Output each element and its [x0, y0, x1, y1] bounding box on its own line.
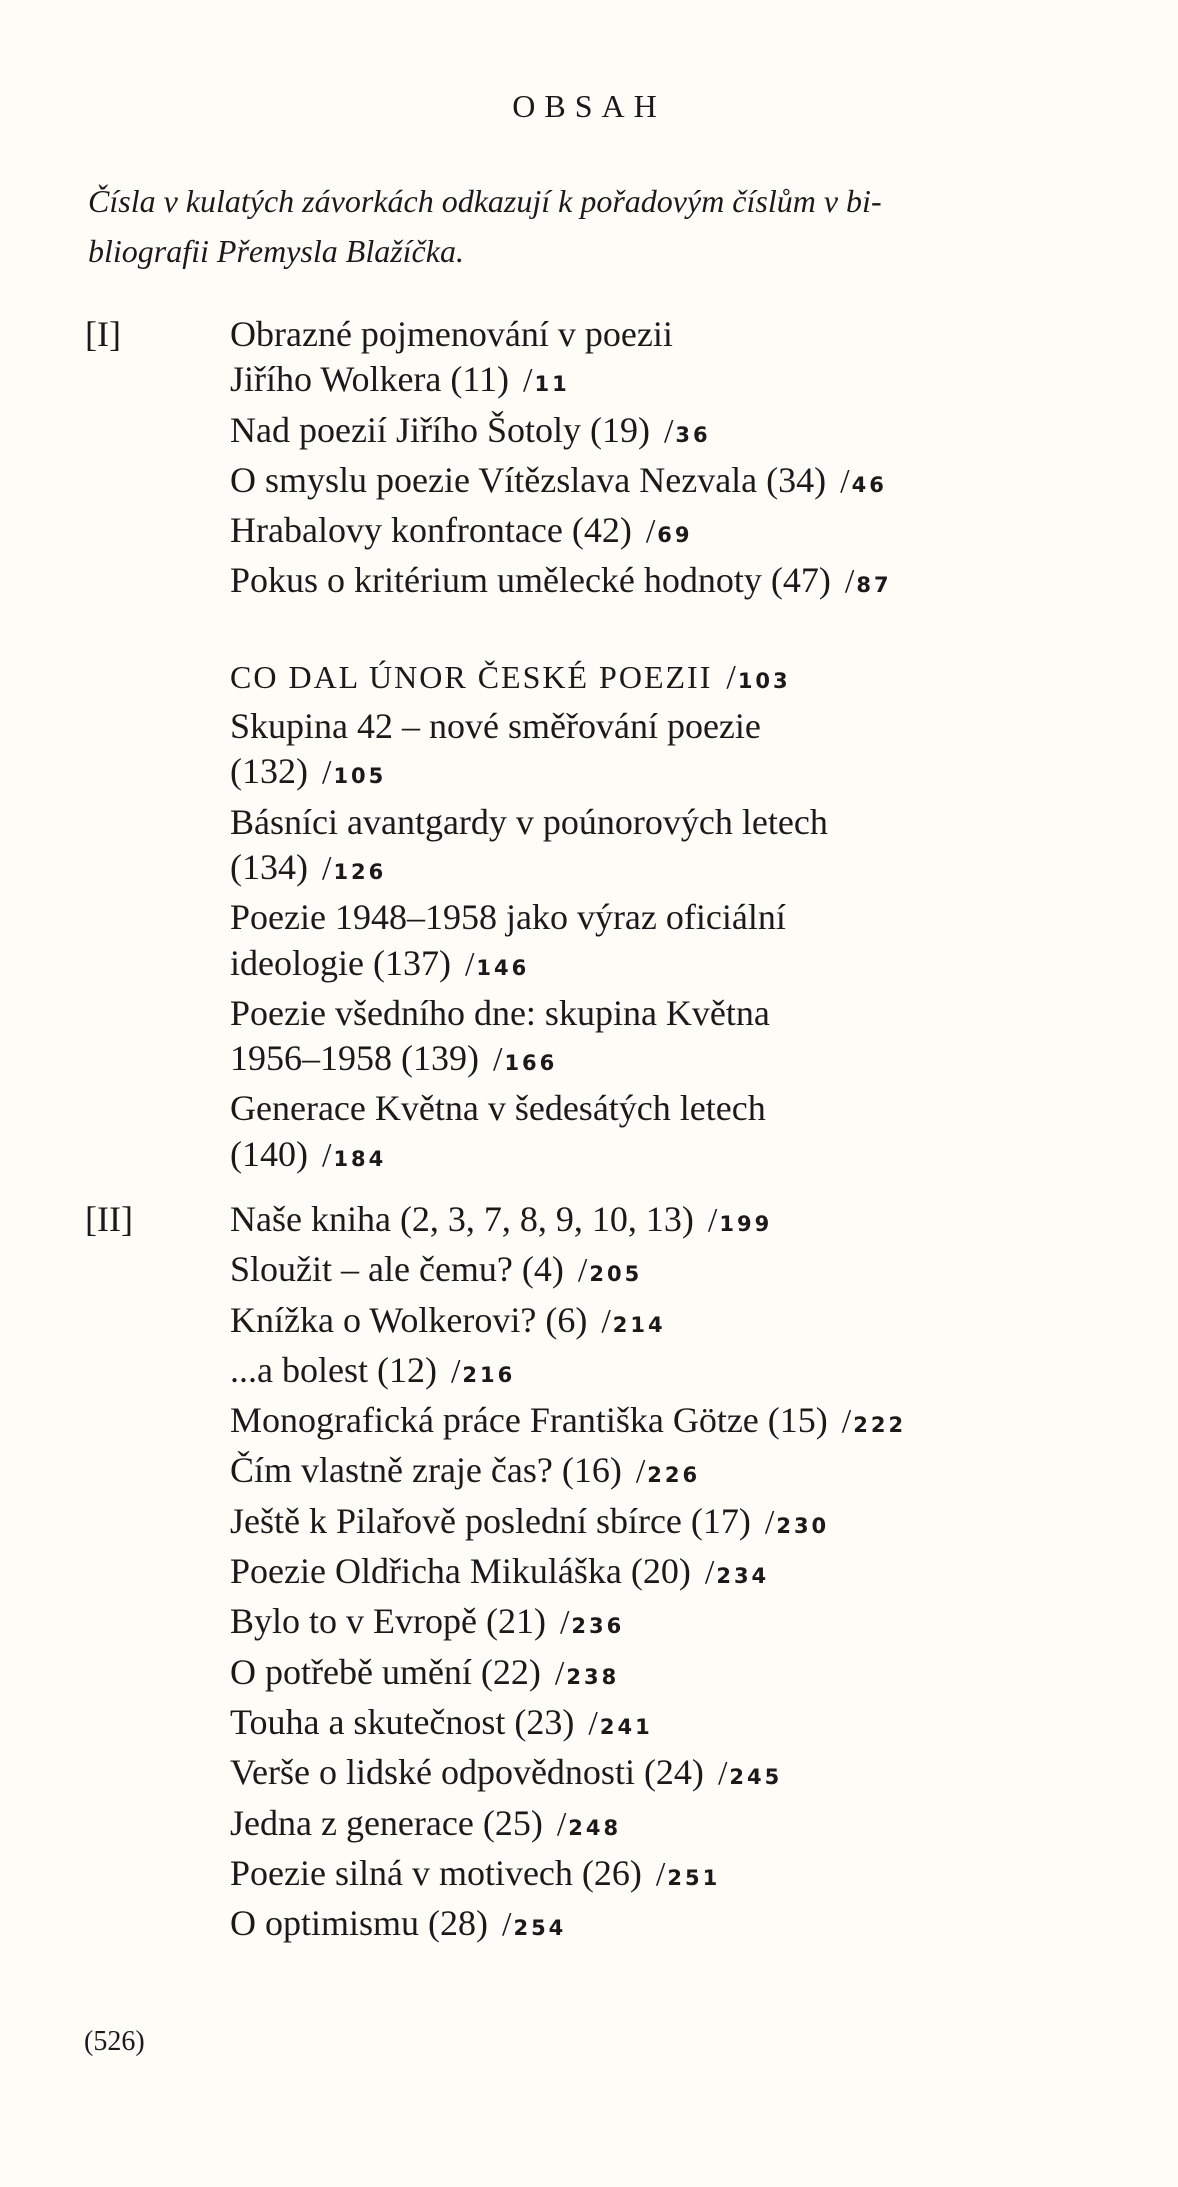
toc-entry[interactable] — [230, 1398, 1170, 1448]
toc-entry-line — [230, 941, 1170, 991]
toc-entry[interactable] — [230, 1700, 1170, 1750]
toc-entry-line — [230, 312, 1170, 357]
toc-entry-title: Poezie Oldřicha Mikuláška (20) — [230, 1551, 691, 1592]
toc-entry-line — [230, 408, 1170, 458]
toc-entry-title: Pokus o kritérium umělecké hodnoty (47) — [230, 560, 831, 601]
toc-entry-line — [230, 749, 1170, 799]
toc-page-number: / 236 — [560, 1614, 624, 1638]
toc-entry[interactable] — [230, 1750, 1170, 1800]
page-number: (526) — [84, 2026, 145, 2057]
toc-entry-line — [230, 1549, 1170, 1599]
toc-entry-line — [230, 1348, 1170, 1398]
toc-entry[interactable] — [230, 991, 1170, 1087]
section-entries — [230, 312, 1170, 1182]
toc-entry-title: Monografická práce Františka Götze (15) — [230, 1400, 828, 1441]
toc-entry-title: 1956–1958 (139) — [230, 1038, 479, 1079]
toc-entry-title: Touha a skutečnost (23) — [230, 1701, 575, 1742]
toc-entry-line — [230, 1197, 1170, 1247]
toc-entry[interactable] — [230, 1247, 1170, 1297]
toc-page-number: / 234 — [705, 1564, 769, 1588]
toc-entry[interactable] — [230, 1086, 1170, 1182]
toc-entry-line — [230, 1650, 1170, 1700]
toc-page-number: / 230 — [765, 1514, 829, 1538]
toc-entry-line — [230, 508, 1170, 558]
page-title: OBSAH — [512, 88, 666, 124]
toc-page-number: / 214 — [601, 1313, 665, 1337]
toc-entry-line — [230, 558, 1170, 608]
toc-entry-line — [230, 357, 1170, 407]
toc-entry-line — [230, 1901, 1170, 1951]
toc-entry-title: Bylo to v Evropě (21) — [230, 1601, 546, 1642]
toc-entry-title: Hrabalovy konfrontace (42) — [230, 510, 632, 551]
toc-page-number: / 241 — [588, 1715, 652, 1739]
toc-entry-line — [230, 704, 1170, 749]
toc-entry-title: Obrazné pojmenování v poezii — [230, 314, 673, 354]
toc-page-number: / 254 — [502, 1916, 566, 1940]
toc-page-number: / 166 — [493, 1051, 557, 1075]
toc-entry-title: Ještě k Pilařově poslední sbírce (17) — [230, 1500, 751, 1541]
toc-entry-line — [230, 1700, 1170, 1750]
toc-entry-title: Poezie silná v motivech (26) — [230, 1852, 642, 1893]
toc-entry-title: O optimismu (28) — [230, 1903, 488, 1944]
toc-entry[interactable] — [230, 704, 1170, 800]
toc-entry[interactable] — [230, 458, 1170, 508]
intro-note — [88, 176, 1088, 276]
toc-entry-line — [230, 458, 1170, 508]
toc-entry-line — [230, 654, 1170, 704]
toc-page-number: / 226 — [636, 1463, 700, 1487]
toc-entry-title: (134) — [230, 846, 308, 887]
toc-entry[interactable] — [230, 1549, 1170, 1599]
toc-entry[interactable] — [230, 558, 1170, 608]
toc-entry-line — [230, 1398, 1170, 1448]
toc-entry[interactable] — [230, 1298, 1170, 1348]
toc-page-number: / 216 — [451, 1363, 515, 1387]
toc-entry-title: Jiřího Wolkera (11) — [230, 359, 510, 400]
toc-entry[interactable] — [230, 1901, 1170, 1951]
toc-entry-title: ...a bolest (12) — [230, 1349, 437, 1390]
toc-entry-line — [230, 1247, 1170, 1297]
toc-entry[interactable] — [230, 1650, 1170, 1700]
section-label: [I] — [85, 314, 121, 354]
toc-entry-title: Verše o lidské odpovědnosti (24) — [230, 1752, 704, 1793]
intro-note-line: bliografii Přemysla Blažíčka. — [88, 233, 464, 269]
toc-page-number: / 146 — [465, 956, 529, 980]
toc-entry-title: ideologie (137) — [230, 942, 451, 983]
toc-entry[interactable] — [230, 1197, 1170, 1247]
toc-entry-line — [230, 1448, 1170, 1498]
toc-page-number: / 251 — [656, 1866, 720, 1890]
toc-entry[interactable] — [230, 1348, 1170, 1398]
toc-entry-title: O potřebě umění (22) — [230, 1651, 541, 1692]
toc-page-number: / 248 — [557, 1816, 621, 1840]
toc-entry[interactable] — [230, 1599, 1170, 1649]
toc-entry-line — [230, 1851, 1170, 1901]
toc-entry[interactable] — [230, 1851, 1170, 1901]
group-spacer — [230, 609, 1170, 654]
toc-entry-title: Knížka o Wolkerovi? (6) — [230, 1299, 588, 1340]
toc-entry-title: Skupina 42 – nové směřování poezie — [230, 706, 761, 747]
section-entries — [230, 1197, 1170, 1951]
section-label: [II] — [85, 1199, 133, 1239]
toc-entry-line — [230, 1298, 1170, 1348]
toc-entry-line — [230, 1086, 1170, 1131]
toc-entry-line — [230, 1499, 1170, 1549]
toc-entry-title: Nad poezií Jiřího Šotoly (19) — [230, 409, 650, 450]
toc-entry-title: O smyslu poezie Vítězslava Nezvala (34) — [230, 459, 827, 500]
toc-entry-line — [230, 800, 1170, 845]
toc-page-number: / 245 — [718, 1765, 782, 1789]
toc-entry-title: Čím vlastně zraje čas? (16) — [230, 1450, 622, 1491]
toc-entry-line — [230, 1750, 1170, 1800]
toc-entry-line — [230, 991, 1170, 1036]
toc-entry[interactable] — [230, 895, 1170, 991]
toc-entry[interactable] — [230, 408, 1170, 458]
toc-entry-title: Sloužit – ale čemu? (4) — [230, 1249, 564, 1290]
toc-entry-line — [230, 1801, 1170, 1851]
toc-entry-title: Poezie 1948–1958 jako výraz oficiální — [230, 897, 786, 938]
toc-page-number: / 238 — [555, 1665, 619, 1689]
toc-page-number: / 126 — [322, 860, 386, 884]
toc-entry-line — [230, 1132, 1170, 1182]
toc-entry-line — [230, 1036, 1170, 1086]
toc-entry-title: Básníci avantgardy v poúnorových letech — [230, 801, 828, 842]
toc-page-number: / 103 — [726, 669, 790, 693]
toc-entry-title: (132) — [230, 751, 308, 792]
toc-entry[interactable] — [230, 1801, 1170, 1851]
toc-page-number: / 222 — [842, 1413, 906, 1437]
toc-page-number: / 87 — [845, 573, 892, 597]
toc-page-number: / 36 — [664, 423, 711, 447]
toc-page-number: / 184 — [322, 1147, 386, 1171]
toc-entry-title: Naše kniha (2, 3, 7, 8, 9, 10, 13) — [230, 1199, 694, 1239]
toc-entry[interactable] — [230, 654, 1170, 704]
toc-entry-line — [230, 845, 1170, 895]
toc-page-number: / 46 — [840, 473, 887, 497]
toc-entry[interactable] — [230, 312, 1170, 408]
toc-page-number: / 205 — [578, 1262, 642, 1286]
toc-entry-title: Generace Května v šedesátých letech — [230, 1088, 766, 1129]
toc-entry-title: Poezie všedního dne: skupina Května — [230, 992, 770, 1033]
toc-page-number: / 105 — [322, 764, 386, 788]
toc-page-number: / 199 — [708, 1212, 772, 1236]
toc-entry-title: Jedna z generace (25) — [230, 1802, 543, 1843]
toc-entry[interactable] — [230, 800, 1170, 896]
toc-entry[interactable] — [230, 1499, 1170, 1549]
intro-note-line: Čísla v kulatých závorkách odkazují k pořadovým číslům v bi- — [88, 183, 882, 219]
toc-entry-title: CO DAL ÚNOR ČESKÉ POEZII — [230, 658, 713, 695]
toc-entry-title: (140) — [230, 1133, 308, 1174]
toc-entry-line — [230, 895, 1170, 940]
toc-page-number: / 69 — [646, 523, 693, 547]
toc-page-number: / 11 — [523, 372, 570, 396]
toc-entry[interactable] — [230, 1448, 1170, 1498]
toc-entry-line — [230, 1599, 1170, 1649]
toc-entry[interactable] — [230, 508, 1170, 558]
